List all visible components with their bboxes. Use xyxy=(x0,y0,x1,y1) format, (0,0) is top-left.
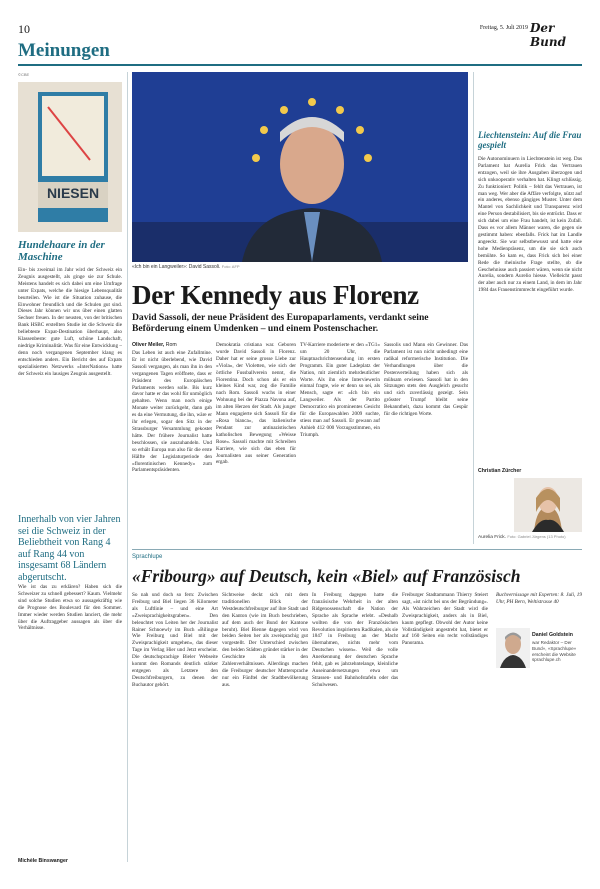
section-title: Meinungen xyxy=(18,40,110,61)
frick-credit: Foto: Gabriel Jürgens (13 Photo) xyxy=(507,534,566,539)
ad-label-small: ©CBE xyxy=(18,72,30,77)
photo-credit: Foto: AFP xyxy=(221,264,240,269)
bottom-col-1: So nah und doch so fern: Zwischen Freiburg und Biel liegen 36 Kilometer als Luftlinie – und eine Art «Zweisprachigkeitsgraben». Den beleuchtet von Leiten her der Journalist Rainer Schnoewly im Buch «Bilingue Wie Freiburg und Biel mit der Zweisprachigkeit umgehen», das dieser Tage im Verlag Hier und Jetzt erscheint. Die deutschsprachige Bieler Webseite kommt den Romands deutlich stärker entgegen als Letztere den Deutschfreiburgern, zu denen der Buchautor gehört. xyxy=(132,592,218,688)
bottom-note: Buchvernissage mit Experten: 8. Juli, 19 Uhr, PH Bern, Weltistrasse 40 xyxy=(496,592,582,605)
sassoli-photo xyxy=(132,72,468,262)
bottom-rule xyxy=(132,549,582,550)
main-col-4: Sassolis und Mann ein Gewinner. Das Parlament ist nun nicht unbedingt eine radikal reformerische Institution. Die Verhandlungen über die Postenverteilung haben sich als mühsam erwiesen. Sassoli hat in den Sitzungen stets den Ausgleich gesucht und sich zuverlässig gezeigt. Sein grösster Trumpf bleibt seine Bekanntheit, dazu kommt das Gespür für die richtigen Worte. xyxy=(384,342,468,418)
frick-caption-text: Aurelia Frick. xyxy=(478,535,506,540)
main-col-3: TV-Karriere moderierte er den «TG1» um 20 Uhr, die Hauptnachrichtensendung im ersten Programm. Ein guter Ladeplatz der Nation, mit ziemlich mehrdeutlicher Worte. Als ihn eine Interviewerin einmal fragte, wie er denn so sei, als Mensch, sagte er: «Ich bin ein Langweiler. Als der Partito Democratico ein prominentes Gesicht für die Europawahlen 2009 suchte, stiess man auf Sassoli. Er gewann auf Anhieb 412 000 Vorzugsstimmen, ein Triumph. xyxy=(300,342,380,438)
bottom-headline: «Fribourg» auf Deutsch, kein «Biel» auf Französisch xyxy=(132,566,521,586)
right-author: Christian Zürcher xyxy=(478,468,522,474)
frick-photo xyxy=(514,478,582,532)
divider-left xyxy=(127,72,128,862)
bottom-kicker: Sprachlupe xyxy=(132,554,163,560)
left-body: Ein- bis zweimal im Jahr wird der Schweiz ein Zeugnis ausgestellt, als ginge sie zur Schule. Meistens handelt es sich dabei um eine Umfrage unter Expats, welche die hiesige Lebensqualität beurteilen. Wie ist die Situation zuhause, die Einwohner freundlich und die Schulen gut sind. Dieses Jahr können wir uns über einen glatten Sechser freuen. In der neusten, von der britischen Bank HSBC erstellten Studie ist die Schweiz die beliebteste Expat-Destination überhaupt, also Klassenbeste: gute Luft, schöne Landschaft, niedrige Kriminalität. Was für eine Entwicklung – denn noch vergangenen September klang es entschieden anders. Ein Bericht des auf Expats spezialisierten Netzwerks «InterNations» hatte der Schweiz ein lausiges Zeugnis ausgestellt. xyxy=(18,267,122,377)
frick-portrait xyxy=(514,478,582,532)
goldstein-name: Daniel Goldstein xyxy=(532,632,573,638)
niesen-label: NIESEN xyxy=(46,185,100,201)
page-date: Freitag, 5. Juli 2019 xyxy=(479,25,528,31)
divider-right xyxy=(473,72,474,544)
goldstein-bio: war Redaktor – Der Bund», «Sprachlupe» erscheint die Website sprachlupe.ch xyxy=(532,640,577,663)
main-col-2: Demokratia cristiana war. Geboren wurde David Sassoli in Florenz. Daher hat er seine grosse Liebe zur «Viola», der Violetten, wie sich der örtliche Fussballverein nennt, die Fiorentina. Doch schon als er ein kleines Kind war, zog die Familie nach Rom. Sassoli wuchs in einer Wohnung bei der Piazza Navona auf, im alten Herzen der Stadt. Als junger Mann engagierte sich Sassoli für die «Rosa bianca», das italienische Pendant zur antinazistischen katholischen Bewegung «Weisse Rose». Sassoli machte mit Schreiben Karriere, wie sich das eben für Journalisten aus seiner Generation ergab. xyxy=(216,342,296,466)
left-author: Michèle Binswanger xyxy=(18,858,68,864)
goldstein-photo xyxy=(496,628,530,668)
pull-quote: Innerhalb von vier Jahren sei die Schweiz in der Beliebtheit von Rang 4 auf Rang 44 von insgesamt 68 Ländern abgerutscht. xyxy=(18,514,121,583)
right-title: Liechtenstein: Auf die Frau gespielt xyxy=(478,130,582,150)
page-number: 10 xyxy=(18,22,30,36)
frick-caption xyxy=(478,534,566,540)
niesen-box-illustration xyxy=(18,82,122,232)
main-headline: Der Kennedy aus Florenz xyxy=(132,280,419,310)
main-dateline: Rom xyxy=(165,342,177,348)
main-col-1: Das Leben ist auch eine Zufallmine. Er ist nicht überlebend, wie David Sassoli vergangen, als man ihn in den vergangenen Tagen eröffnete, dass er Präsident des Europäischen Parlaments werden solle. Bis kurz davor hatte er das wohl für unmöglich gehalten. Wenn man noch einige Monate weiter zurückgeht, dann gab es da eine Vermutung, die ihn, wäre er ihr erlegen, sogar den Sitz in der Strassburger Versammlung gekostet hätte. Der frühere Journalist hatte beschlossen, sie auszuhandeln. Und so erhält Europa nun also für die erste Hälfte der Legislaturperiode den «florentinischen Kennedy» zum Parlamentspräsidenten. xyxy=(132,350,212,474)
main-author: Oliver Meiler, xyxy=(132,342,165,348)
header-rule xyxy=(18,64,582,66)
main-dek: David Sassoli, der neue Präsident des Europaparlaments, verdankt seine Beförderung einem Umdenken – und einem Postenschacher. xyxy=(132,312,429,334)
goldstein-portrait xyxy=(496,628,530,668)
bottom-col-4: Freiburger Stadtammann Thierry Steiert sagt, «ist nicht bei uns der Begründung». Als Wahrzeichen der Stadt wird die Zweisprachigkeit, anders als in Biel, kaum gepflegt. Obwohl der Autor keine Vollständigkeit angestrebt hat, bietet er auf 160 Seiten ein recht vollständiges Panorama. xyxy=(402,592,488,647)
right-column xyxy=(478,72,582,544)
main-photo xyxy=(132,72,468,262)
photo-caption xyxy=(132,264,240,270)
photo-caption-text: «Ich bin ein Langweiler»: David Sassoli. xyxy=(132,264,221,270)
left-column xyxy=(18,72,122,872)
left-body-2: Wie ist das zu erklären? Haben sich die Schweizer zu schnell gebessert? Kaum. Vielmehr sind solche Studien etwa so aussagekräftig wie die Prognose des Boulevard für den Sommer. Immer wieder werden Studien lanciert, die mehr über die Auftraggeber aussagen als über die Verhältnisse. xyxy=(18,584,122,632)
illustration xyxy=(18,82,122,232)
bottom-col-3: In Freiburg dagegen hatte die französische Wehrheit in der alten Ridgenossenschaft die Nation der Sprache als Sprache erlebt. «Deshalb wollten die von der Französischen Revolution inspirierten Radikalen, als sie 1847 in Freiburg an der Macht übernahmen, nichts mehr vom Deutschen wissen». Weil die volle Anerkennung der deutschen Sprache fehlt, gab es jahrzehntelange, kleinliche Auseinandersetzungen etwa um Strassen- und Bahnhofstafeln oder das Schulwesen. xyxy=(312,592,398,688)
right-body: Die Autonominuern in Liechtenstein ist weg. Das Parlament hat Aurelia Frick das Vertrauen entzogen, weil sie ihre Ausgaben überzogen und sich unkooperativ verhalten hat. Klingt schlüssig. Zu funktioniert: Politik – fehlt das Vertrauen, ist man weg. Wer aber die Affäre verfolgte, nützt auf ein anderes, ebenso gängiges Muster. Unter dem Mantel von Sachlichkeit und Transparenz wird eine Person destabilisiert, bis sie entrückt. Dass er sich dabei um eine Frau handelt, ist kein Zufall. Dass es vor allem Männer waren, die gegen sie gestimmt haben: ebenfalls. Frick hat im Landle angeeckt. Sie war selbstbewusst und hatte eine hohe Medienpräsenz, um die sie sich auch bemühte. So kam es, dass Frick sich bei einer Rede die rheinische Frage stellte, ob die Geschehnisse auch passiert wären, wenn sie nicht Aurelia, sondern Aurelio hiesse. Vielleicht passt der aber auch nur zu einem Land, in dem im Jahr 1984 das Frauenstimmrecht eingeführt wurde. xyxy=(478,156,582,294)
masthead-logo: Der Bund xyxy=(530,21,566,49)
page-header xyxy=(18,20,582,60)
main-byline xyxy=(132,342,177,348)
left-title: Hundehaare in der Maschine xyxy=(18,239,105,263)
bottom-col-2: Sichtweise deckt sich mit dem traditionellen Blick der Westdeutschfreiburger auf ihre Stadt und den Kanton (wie im Buch beschrieben, auf dem auch der Bund der Kantone beruht). Biel Bienne dagegen wird von beiden Seiten her als zweisprachig gut vorgestellt. Der Unterschied zwischen den beiden Städten gründet stärker in der Geschichte als in den Zahlenverhältnissen. Allerdings machen die Freiburger deutscher Muttersprache nur ein Fünftel der Stadtbevölkerung aus. xyxy=(222,592,308,688)
